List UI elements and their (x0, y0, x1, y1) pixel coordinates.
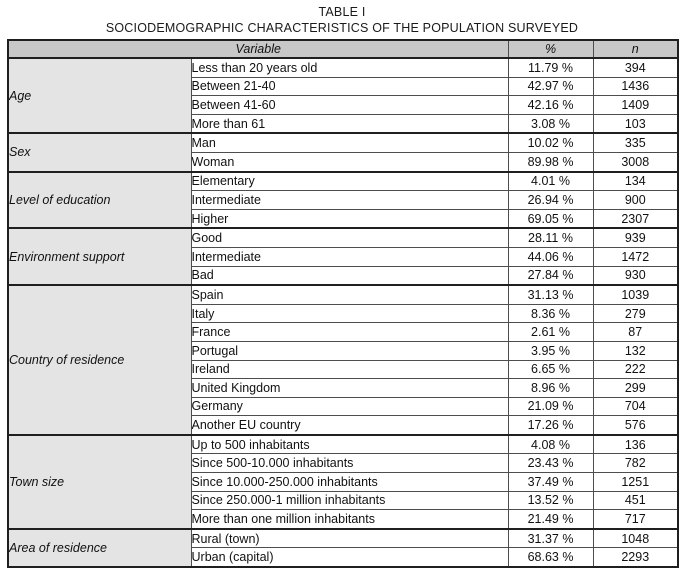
n-cell: 2307 (593, 209, 678, 228)
n-cell: 136 (593, 435, 678, 454)
variable-value-cell: France (191, 323, 508, 342)
n-cell: 1251 (593, 473, 678, 492)
column-header-variable: Variable (8, 40, 508, 58)
n-cell: 103 (593, 114, 678, 133)
table-row (8, 133, 678, 152)
table-row (8, 228, 678, 247)
group-label: Town size (8, 435, 191, 529)
variable-value-cell: Up to 500 inhabitants (191, 435, 508, 454)
n-cell: 1409 (593, 96, 678, 115)
group-label: Country of residence (8, 285, 191, 435)
variable-value-cell: Between 41-60 (191, 96, 508, 115)
percent-cell: 8.36 % (508, 304, 593, 323)
n-cell: 1472 (593, 247, 678, 266)
sociodemographic-table (7, 39, 679, 568)
percent-cell: 28.11 % (508, 228, 593, 247)
group-label: Area of residence (8, 529, 191, 567)
group-label: Level of education (8, 172, 191, 229)
n-cell: 900 (593, 191, 678, 210)
column-header-percent: % (508, 40, 593, 58)
table-row (8, 285, 678, 304)
variable-value-cell: Portugal (191, 341, 508, 360)
percent-cell: 13.52 % (508, 491, 593, 510)
percent-cell: 42.97 % (508, 77, 593, 96)
n-cell: 87 (593, 323, 678, 342)
variable-value-cell: Man (191, 133, 508, 152)
percent-cell: 21.49 % (508, 510, 593, 529)
percent-cell: 10.02 % (508, 133, 593, 152)
n-cell: 576 (593, 416, 678, 435)
variable-value-cell: Spain (191, 285, 508, 304)
n-cell: 279 (593, 304, 678, 323)
n-cell: 3008 (593, 152, 678, 171)
n-cell: 704 (593, 397, 678, 416)
n-cell: 451 (593, 491, 678, 510)
variable-value-cell: Woman (191, 152, 508, 171)
n-cell: 2293 (593, 548, 678, 567)
percent-cell: 8.96 % (508, 379, 593, 398)
variable-value-cell: Higher (191, 209, 508, 228)
n-cell: 717 (593, 510, 678, 529)
percent-cell: 69.05 % (508, 209, 593, 228)
percent-cell: 11.79 % (508, 58, 593, 77)
percent-cell: 17.26 % (508, 416, 593, 435)
table-row (8, 435, 678, 454)
percent-cell: 27.84 % (508, 266, 593, 285)
header-row (8, 40, 678, 58)
variable-value-cell: Intermediate (191, 191, 508, 210)
percent-cell: 4.08 % (508, 435, 593, 454)
percent-cell: 2.61 % (508, 323, 593, 342)
n-cell: 1039 (593, 285, 678, 304)
percent-cell: 42.16 % (508, 96, 593, 115)
percent-cell: 44.06 % (508, 247, 593, 266)
n-cell: 394 (593, 58, 678, 77)
table-row (8, 58, 678, 77)
percent-cell: 26.94 % (508, 191, 593, 210)
group-label: Age (8, 58, 191, 133)
variable-value-cell: More than one million inhabitants (191, 510, 508, 529)
table-caption (0, 0, 684, 36)
variable-value-cell: Italy (191, 304, 508, 323)
variable-value-cell: Germany (191, 397, 508, 416)
table-title: SOCIODEMOGRAPHIC CHARACTERISTICS OF THE POPULATION SURVEYED (105, 21, 579, 35)
n-cell: 299 (593, 379, 678, 398)
variable-value-cell: Between 21-40 (191, 77, 508, 96)
variable-value-cell: Another EU country (191, 416, 508, 435)
variable-value-cell: United Kingdom (191, 379, 508, 398)
variable-value-cell: Since 500-10.000 inhabitants (191, 454, 508, 473)
n-cell: 782 (593, 454, 678, 473)
percent-cell: 3.95 % (508, 341, 593, 360)
variable-value-cell: Rural (town) (191, 529, 508, 548)
percent-cell: 31.13 % (508, 285, 593, 304)
percent-cell: 21.09 % (508, 397, 593, 416)
group-label: Environment support (8, 228, 191, 285)
variable-value-cell: Ireland (191, 360, 508, 379)
percent-cell: 89.98 % (508, 152, 593, 171)
percent-cell: 6.65 % (508, 360, 593, 379)
n-cell: 132 (593, 341, 678, 360)
percent-cell: 4.01 % (508, 172, 593, 191)
percent-cell: 37.49 % (508, 473, 593, 492)
n-cell: 335 (593, 133, 678, 152)
table-body (8, 58, 678, 567)
variable-value-cell: More than 61 (191, 114, 508, 133)
variable-value-cell: Intermediate (191, 247, 508, 266)
variable-value-cell: Less than 20 years old (191, 58, 508, 77)
n-cell: 222 (593, 360, 678, 379)
percent-cell: 68.63 % (508, 548, 593, 567)
n-cell: 134 (593, 172, 678, 191)
percent-cell: 31.37 % (508, 529, 593, 548)
n-cell: 1048 (593, 529, 678, 548)
n-cell: 1436 (593, 77, 678, 96)
group-label: Sex (8, 133, 191, 171)
variable-value-cell: Good (191, 228, 508, 247)
percent-cell: 3.08 % (508, 114, 593, 133)
table-row (8, 529, 678, 548)
column-header-n: n (593, 40, 678, 58)
variable-value-cell: Since 250.000-1 million inhabitants (191, 491, 508, 510)
variable-value-cell: Urban (capital) (191, 548, 508, 567)
table-row (8, 172, 678, 191)
variable-value-cell: Elementary (191, 172, 508, 191)
n-cell: 930 (593, 266, 678, 285)
variable-value-cell: Bad (191, 266, 508, 285)
n-cell: 939 (593, 228, 678, 247)
table-number: TABLE I (318, 5, 366, 19)
percent-cell: 23.43 % (508, 454, 593, 473)
variable-value-cell: Since 10.000-250.000 inhabitants (191, 473, 508, 492)
